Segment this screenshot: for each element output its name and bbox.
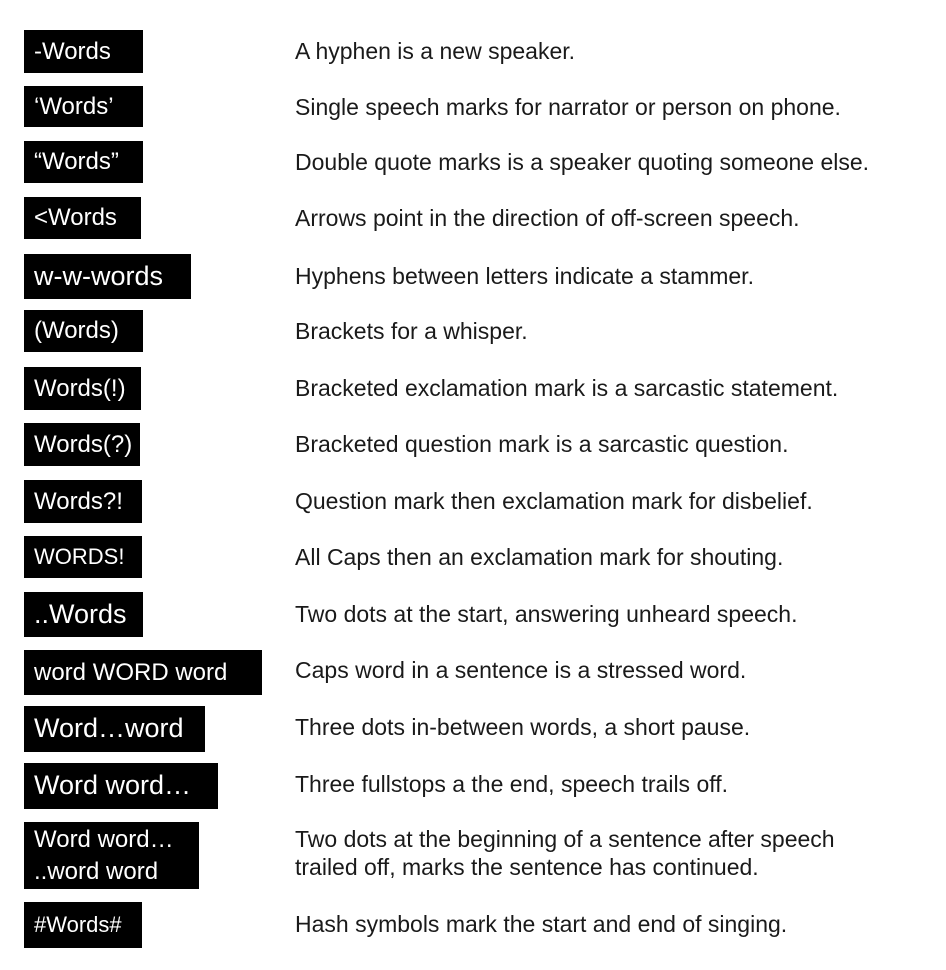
example-tag-line: ‘Words’ — [34, 92, 114, 120]
example-tag — [24, 310, 143, 352]
description-line: Two dots at the beginning of a sentence after speech — [295, 826, 835, 852]
example-tag-line: Word…word — [34, 713, 184, 744]
description-line: Hash symbols mark the start and end of singing. — [295, 911, 788, 937]
example-tag-line: -Words — [34, 37, 111, 65]
example-tag-line: Words(!) — [34, 374, 126, 402]
example-tag — [24, 536, 142, 578]
description — [295, 656, 746, 684]
description-line: Caps word in a sentence is a stressed word. — [295, 657, 747, 683]
example-tag — [24, 254, 191, 299]
description — [295, 600, 797, 628]
description — [295, 770, 728, 798]
description-line: Three dots in-between words, a short pause. — [295, 714, 751, 740]
example-tag — [24, 197, 141, 239]
description — [295, 430, 788, 458]
description — [295, 317, 528, 345]
example-tag — [24, 902, 142, 948]
description — [295, 148, 869, 176]
example-tag — [24, 141, 143, 183]
example-tag-line: Words?! — [34, 487, 123, 515]
description-line: Two dots at the start, answering unheard speech. — [295, 601, 798, 627]
example-tag-line: Words(?) — [34, 430, 133, 458]
description — [295, 543, 783, 571]
description — [295, 37, 575, 65]
description-line: Question mark then exclamation mark for disbelief. — [295, 488, 813, 514]
description-line: Brackets for a whisper. — [295, 318, 528, 344]
example-tag — [24, 480, 142, 523]
example-tag-line: w-w-words — [34, 260, 164, 291]
description-line: Arrows point in the direction of off-screen speech. — [295, 205, 800, 231]
description-line: Double quote marks is a speaker quoting someone else. — [295, 149, 870, 175]
description-line: Three fullstops a the end, speech trails off. — [295, 771, 728, 797]
description-line: trailed off, marks the sentence has continued. — [295, 854, 759, 880]
example-tag — [24, 86, 143, 127]
description — [295, 374, 838, 402]
example-tag — [24, 822, 199, 889]
example-tag-line: <Words — [34, 204, 117, 232]
example-tag-line: #Words# — [34, 912, 122, 938]
description-line: Bracketed question mark is a sarcastic question. — [295, 431, 789, 457]
example-tag — [24, 650, 262, 695]
example-tag-line: (Words) — [34, 317, 119, 345]
example-tag — [24, 592, 143, 637]
description-line: A hyphen is a new speaker. — [295, 38, 576, 64]
example-tag-line: word WORD word — [34, 658, 228, 686]
example-tag-line: WORDS! — [34, 544, 125, 570]
example-tag — [24, 706, 205, 752]
example-tag — [24, 367, 141, 410]
description-line: All Caps then an exclamation mark for shouting. — [295, 544, 784, 570]
description — [295, 262, 754, 290]
description — [295, 713, 750, 741]
description — [295, 93, 841, 121]
example-tag-line: ..Words — [34, 598, 127, 629]
example-tag-line: ..word word — [34, 857, 159, 885]
example-tag-line: Word word… — [34, 825, 174, 853]
example-tag — [24, 423, 140, 466]
description-line: Single speech marks for narrator or person on phone. — [295, 94, 841, 120]
description — [295, 204, 800, 232]
description-line: Bracketed exclamation mark is a sarcastic statement. — [295, 375, 839, 401]
description — [295, 910, 787, 938]
description — [295, 825, 835, 881]
example-tag-line: “Words” — [34, 148, 119, 176]
description-line: Hyphens between letters indicate a stammer. — [295, 263, 754, 289]
description — [295, 487, 813, 515]
example-tag-line: Word word… — [34, 770, 192, 801]
example-tag — [24, 763, 218, 809]
example-tag — [24, 30, 143, 73]
